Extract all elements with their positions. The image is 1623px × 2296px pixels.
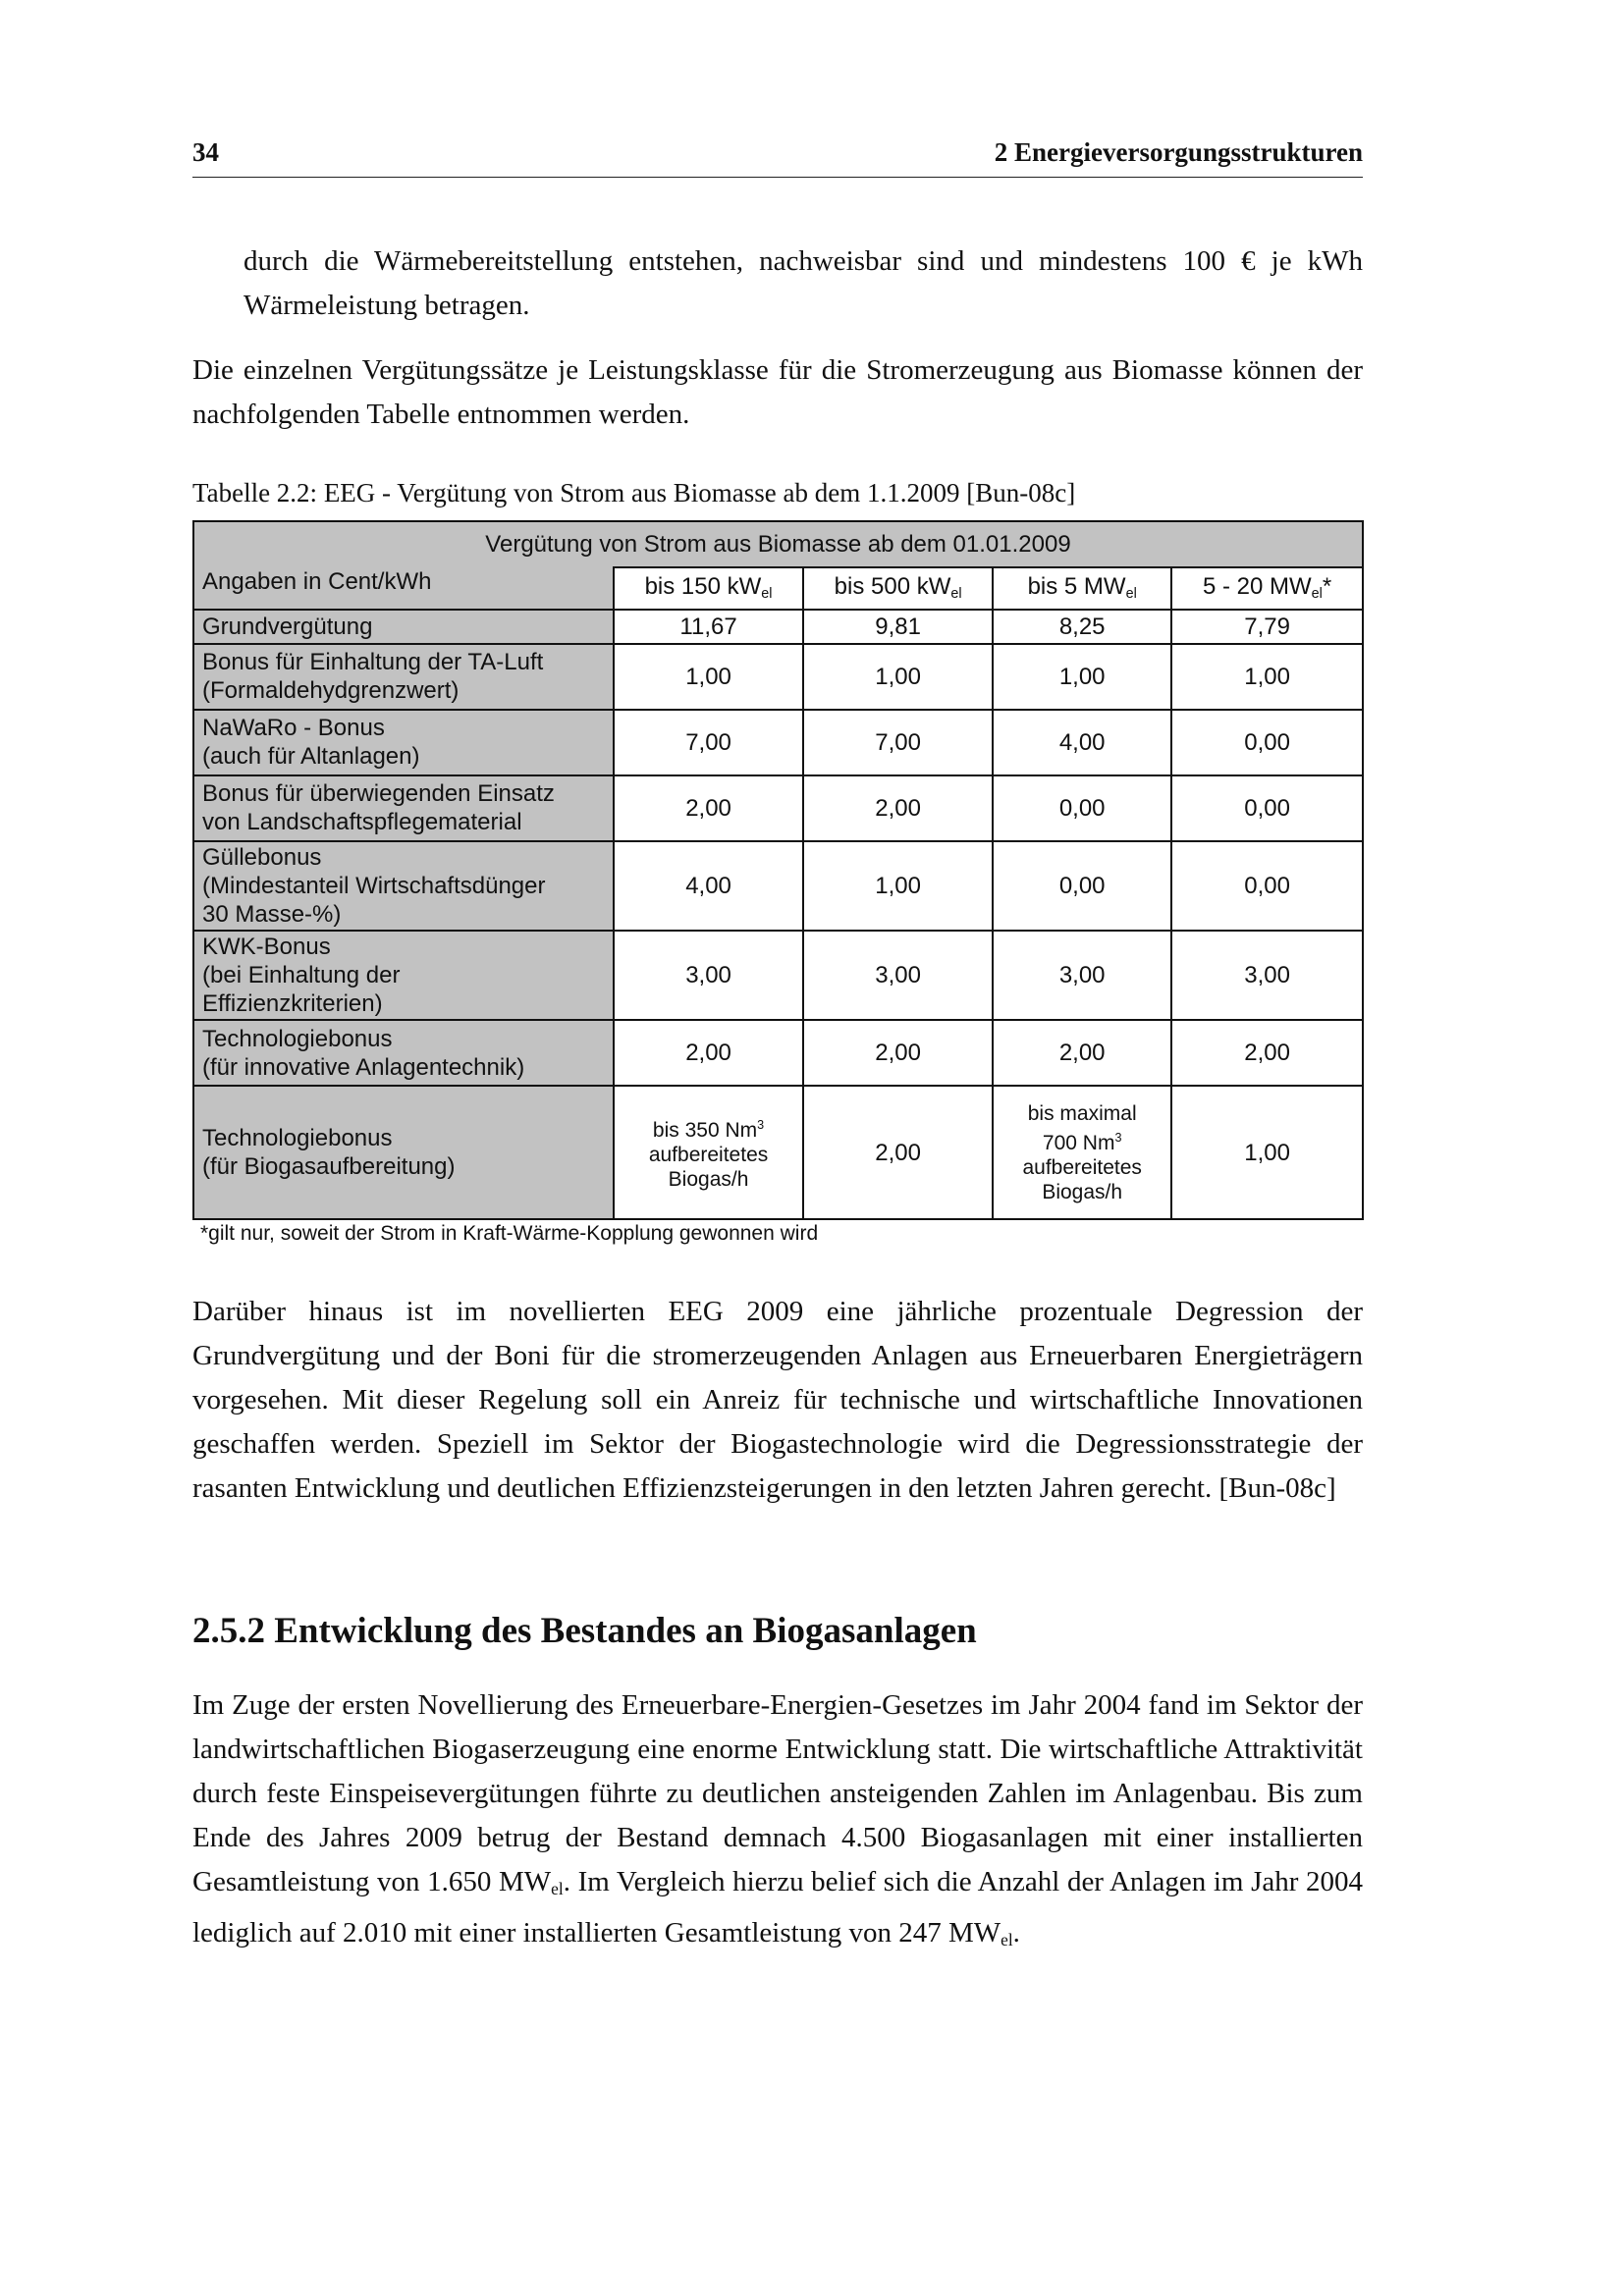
- column-header: bis 150 $kW_{el}$: [614, 567, 803, 611]
- table-cell: 2,00: [614, 1020, 803, 1086]
- table-cell: 0,00: [993, 775, 1171, 841]
- table-cell: 0,00: [1171, 710, 1363, 775]
- table-cell: 3,00: [803, 931, 993, 1020]
- table-cell: 1,00: [803, 644, 993, 710]
- table-cell: 3,00: [1171, 931, 1363, 1020]
- table-row: [193, 1086, 1363, 1219]
- table-title: Vergütung von Strom aus Biomasse ab dem 01.01.2009: [193, 521, 1363, 567]
- table-cell: 9,81: [803, 610, 993, 643]
- table-cell: 2,00: [803, 775, 993, 841]
- paragraph-intro: durch die Wärmebereitstellung entstehen, nachweisbar sind und mindestens 100 € je kWh Wärmeleistung betragen.: [243, 245, 1363, 321]
- column-header: bis 500 $kW_{el}$: [803, 567, 993, 611]
- table-footnote: *gilt nur, soweit der Strom in Kraft-Wärme-Kopplung gewonnen wird: [200, 1222, 819, 1245]
- chapter-title: 2 Energieversorgungsstrukturen: [994, 137, 1363, 167]
- row-label: Grundvergütung: [193, 610, 614, 643]
- row-label: Bonus für Einhaltung der TA-Luft (Formaldehydgrenzwert): [193, 644, 614, 710]
- row-label: KWK-Bonus (bei Einhaltung der Effizienzkriterien): [193, 931, 614, 1020]
- table-cell: 2,00: [1171, 1020, 1363, 1086]
- table-cell: 1,00: [614, 644, 803, 710]
- table-cell: bis maximal 700 Nm$^3$ aufbereitetes Biogas/h: [993, 1086, 1171, 1219]
- table-cell: 2,00: [803, 1086, 993, 1219]
- row-label: Technologiebonus (für innovative Anlagentechnik): [193, 1020, 614, 1086]
- table-cell: 2,00: [614, 775, 803, 841]
- table-title-row: [193, 521, 1363, 567]
- column-header: 5 - 20 $MW_{el}*$: [1171, 567, 1363, 611]
- table-cell: 11,67: [614, 610, 803, 643]
- table-cell: 7,79: [1171, 610, 1363, 643]
- table-row: [193, 1020, 1363, 1086]
- table-header-row: [193, 567, 1363, 611]
- table-cell: 1,00: [1171, 1086, 1363, 1219]
- row-label: Güllebonus (Mindestanteil Wirtschaftsdünger 30 Masse-%): [193, 841, 614, 931]
- table-cell: 0,00: [1171, 775, 1363, 841]
- paragraph-degression: Darüber hinaus ist im novellierten EEG 2009 eine jährliche prozentuale Degression der Grundvergütung und der Boni für die stromerzeugenden Anlagen aus Erneuerbaren Energieträgern vorgesehen. Mit dieser Regelung soll ein Anreiz für technische und wirtschaftliche Innovationen geschaffen werden. Speziell im Sektor der Biogastechnologie wird die Degressionsstrategie der rasanten Entwicklung und deutlichen Effizienzsteigerungen in den letzten Jahren gerecht. [Bun-08c]: [192, 1296, 1363, 1504]
- table-cell: 3,00: [993, 931, 1171, 1020]
- section-heading: 2.5.2 Entwicklung des Bestandes an Biogasanlagen: [192, 1611, 977, 1651]
- table-cell: 1,00: [1171, 644, 1363, 710]
- row-label: Technologiebonus (für Biogasaufbereitung): [193, 1086, 614, 1219]
- table-cell: 7,00: [803, 710, 993, 775]
- table-cell: 7,00: [614, 710, 803, 775]
- row-label: Bonus für überwiegenden Einsatz von Landschaftspflegematerial: [193, 775, 614, 841]
- table-cell: 0,00: [993, 841, 1171, 931]
- table-cell: 0,00: [1171, 841, 1363, 931]
- unit-label: Angaben in Cent/kWh: [193, 567, 614, 611]
- table-row: [193, 610, 1363, 643]
- row-label: NaWaRo - Bonus (auch für Altanlagen): [193, 710, 614, 775]
- table-cell: 1,00: [993, 644, 1171, 710]
- table-row: [193, 710, 1363, 775]
- table-cell: 3,00: [614, 931, 803, 1020]
- table-cell: 1,00: [803, 841, 993, 931]
- table-cell: 4,00: [614, 841, 803, 931]
- table-cell: 2,00: [993, 1020, 1171, 1086]
- page-header: [192, 137, 1363, 178]
- table-row: [193, 775, 1363, 841]
- table-row: [193, 644, 1363, 710]
- column-header: bis 5 $MW_{el}$: [993, 567, 1171, 611]
- table-cell: 2,00: [803, 1020, 993, 1086]
- table-row: [193, 841, 1363, 931]
- table-cell: 4,00: [993, 710, 1171, 775]
- paragraph-table-ref: Die einzelnen Vergütungssätze je Leistungsklasse für die Stromerzeugung aus Biomasse können der nachfolgenden Tabelle entnommen werden.: [192, 354, 1363, 430]
- remuneration-table: [192, 520, 1364, 1220]
- paragraph-development: Im Zuge der ersten Novellierung des Erneuerbare-Energien-Gesetzes im Jahr 2004 fand im Sektor der landwirtschaftlichen Biogaserzeugung eine enorme Entwicklung statt. Die wirtschaftliche Attraktivität durch feste Einspeisevergütungen führte zu deutlichen ansteigenden Zahlen im Anlagenbau. Bis zum Ende des Jahres 2009 betrug der Bestand demnach 4.500 Biogasanlagen mit einer installierten Gesamtleistung von 1.650 $MW_{el}$. Im Vergleich hierzu belief sich die Anzahl der Anlagen im Jahr 2004 lediglich auf 2.010 mit einer installierten Gesamtleistung von 247 $MW_{el}$.: [192, 1689, 1363, 1949]
- table-row: [193, 931, 1363, 1020]
- table-caption: Tabelle 2.2: EEG - Vergütung von Strom aus Biomasse ab dem 1.1.2009 [Bun-08c]: [192, 478, 1076, 507]
- table-cell: 8,25: [993, 610, 1171, 643]
- page-number: 34: [192, 137, 219, 167]
- table-cell: bis 350 Nm$^3$ aufbereitetes Biogas/h: [614, 1086, 803, 1219]
